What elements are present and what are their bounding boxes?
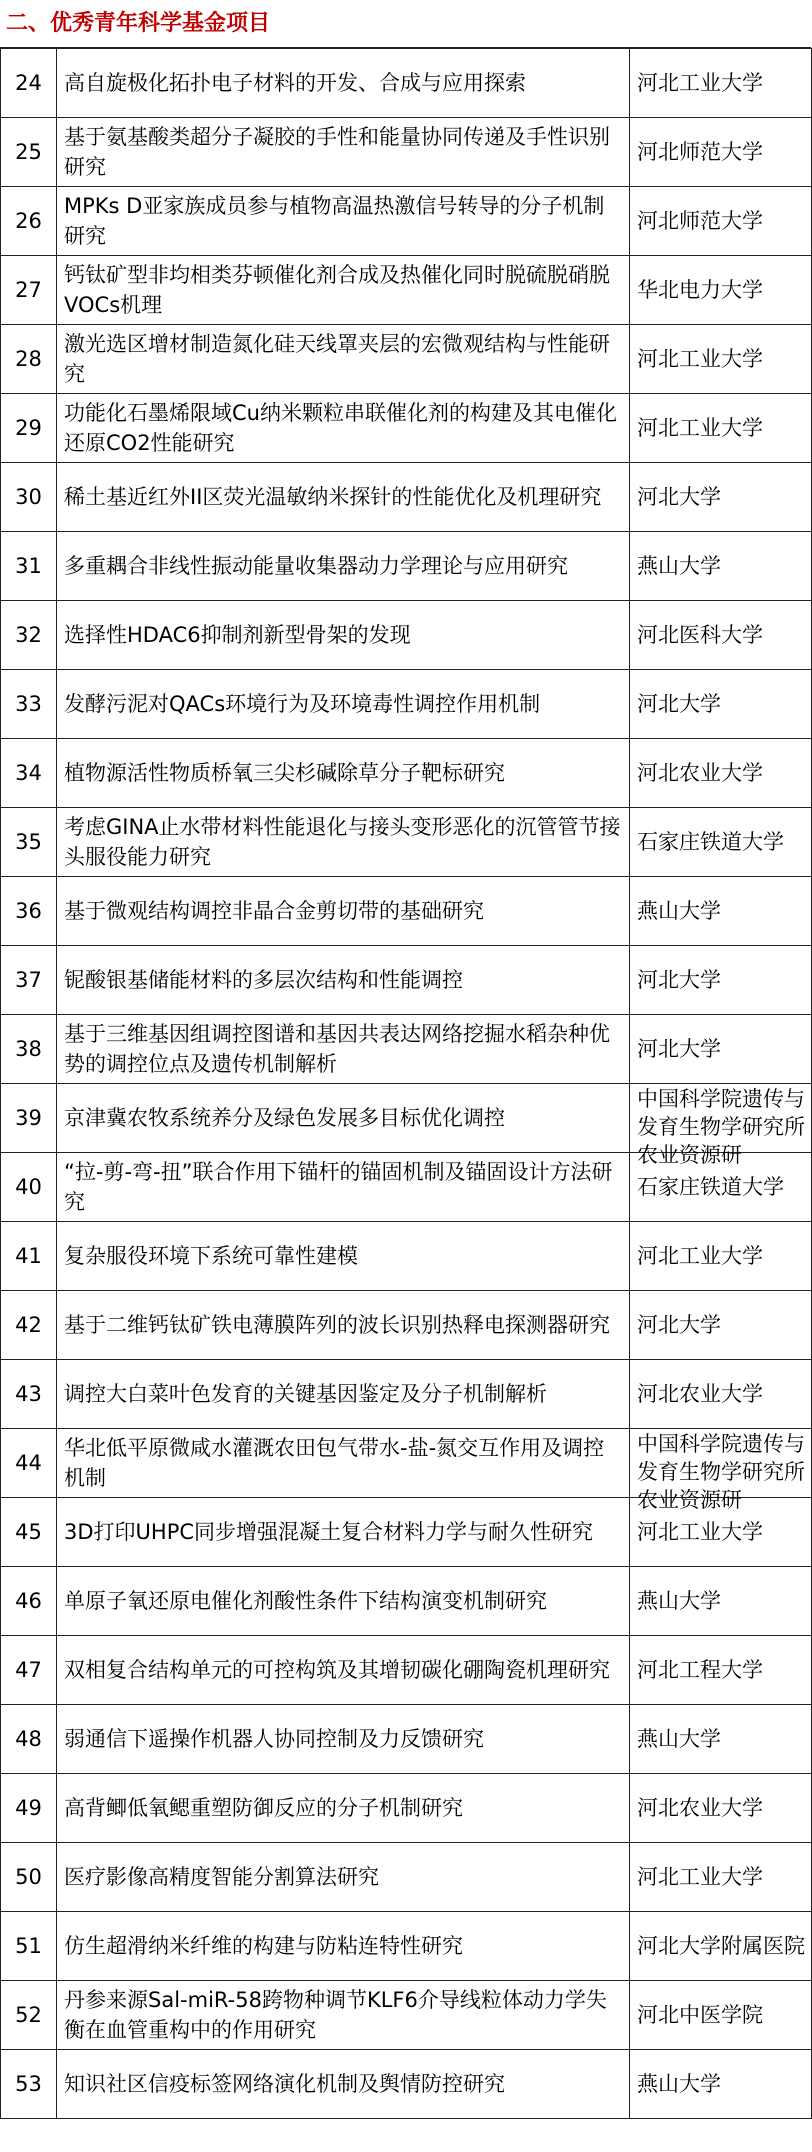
project-title-text: 考虑GINA止水带材料性能退化与接头变形恶化的沉管管节接头服役能力研究 [64,815,621,869]
institution-text: 河北农业大学 [637,761,763,785]
row-number-cell [1,1705,57,1774]
institution-text: 河北医科大学 [637,623,763,647]
table-row [1,1774,812,1843]
institution-cell [630,601,812,670]
institution-text: 河北工程大学 [637,1658,763,1682]
institution-text: 河北大学 [637,968,721,992]
project-title-cell [57,877,630,946]
row-number-text: 47 [15,1658,42,1682]
project-title-text: 钙钛矿型非均相类芬顿催化剂合成及热催化同时脱硫脱硝脱VOCs机理 [64,263,610,317]
institution-text: 中国科学院遗传与发育生物学研究所农业资源研 [637,1432,805,1512]
row-number-cell [1,325,57,394]
project-title-cell [57,1636,630,1705]
project-title-cell [57,394,630,463]
institution-cell [630,1291,812,1360]
project-title-cell [57,463,630,532]
row-number-text: 39 [15,1106,42,1130]
institution-cell [630,256,812,325]
project-title-text: 选择性HDAC6抑制剂新型骨架的发现 [64,623,411,647]
institution-text: 燕山大学 [637,899,721,923]
project-title-cell [57,1567,630,1636]
row-number-cell [1,1567,57,1636]
institution-text: 河北工业大学 [637,71,763,95]
table-row [1,1843,812,1912]
row-number-cell [1,49,57,118]
institution-text: 河北大学附属医院 [637,1934,805,1958]
row-number-cell [1,670,57,739]
project-title-cell [57,1705,630,1774]
project-title-cell [57,1498,630,1567]
project-title-cell [57,256,630,325]
table-row [1,532,812,601]
project-title-cell [57,1015,630,1084]
project-title-cell [57,118,630,187]
row-number-text: 43 [15,1382,42,1406]
row-number-text: 38 [15,1037,42,1061]
institution-text: 河北农业大学 [637,1382,763,1406]
table-row [1,325,812,394]
institution-cell [630,1222,812,1291]
project-title-text: 高背鲫低氧鳃重塑防御反应的分子机制研究 [64,1796,463,1820]
institution-cell [630,1774,812,1843]
project-title-cell [57,1291,630,1360]
institution-text: 河北大学 [637,1313,721,1337]
project-title-text: 植物源活性物质桥氧三尖杉碱除草分子靶标研究 [64,761,505,785]
row-number-text: 26 [15,209,42,233]
row-number-cell [1,877,57,946]
table-row [1,463,812,532]
project-title-cell [57,1222,630,1291]
row-number-cell [1,1981,57,2050]
row-number-text: 35 [15,830,42,854]
row-number-text: 40 [15,1175,42,1199]
project-title-cell [57,532,630,601]
project-title-text: 知识社区信疫标签网络演化机制及舆情防控研究 [64,2072,505,2096]
row-number-cell [1,1912,57,1981]
row-number-text: 29 [15,416,42,440]
row-number-text: 31 [15,554,42,578]
row-number-text: 44 [15,1451,42,1475]
institution-text: 河北工业大学 [637,347,763,371]
project-title-text: MPKs D亚家族成员参与植物高温热激信号转导的分子机制研究 [64,194,605,248]
institution-text: 燕山大学 [637,1589,721,1613]
row-number-cell [1,739,57,808]
row-number-text: 50 [15,1865,42,1889]
project-title-cell [57,601,630,670]
row-number-text: 25 [15,140,42,164]
row-number-cell [1,1360,57,1429]
row-number-text: 37 [15,968,42,992]
table-row [1,1291,812,1360]
institution-text: 石家庄铁道大学 [637,830,784,854]
row-number-cell [1,1429,57,1498]
institution-text: 河北大学 [637,1037,721,1061]
row-number-cell [1,1636,57,1705]
institution-text: 河北大学 [637,485,721,509]
institution-text: 燕山大学 [637,1727,721,1751]
institution-cell [630,670,812,739]
project-title-text: 医疗影像高精度智能分割算法研究 [64,1865,379,1889]
project-title-cell [57,670,630,739]
project-title-text: 基于二维钙钛矿铁电薄膜阵列的波长识别热释电探测器研究 [64,1313,610,1337]
row-number-text: 41 [15,1244,42,1268]
institution-cell [630,739,812,808]
institution-cell [630,1429,812,1512]
row-number-cell [1,118,57,187]
project-table [0,48,812,2119]
project-title-cell [57,2050,630,2119]
institution-cell [630,1981,812,2050]
institution-cell [630,118,812,187]
project-title-text: 铌酸银基储能材料的多层次结构和性能调控 [64,968,463,992]
institution-cell [630,1084,812,1167]
row-number-cell [1,1291,57,1360]
section-title: 二、优秀青年科学基金项目 [0,0,811,48]
table-row [1,118,812,187]
project-title-text: 单原子氧还原电催化剂酸性条件下结构演变机制研究 [64,1589,547,1613]
institution-text: 河北工业大学 [637,1865,763,1889]
institution-cell [630,877,812,946]
project-title-text: 3D打印UHPC同步增强混凝土复合材料力学与耐久性研究 [64,1520,594,1544]
table-row [1,1912,812,1981]
institution-cell [630,946,812,1015]
institution-text: 燕山大学 [637,2072,721,2096]
row-number-cell [1,256,57,325]
project-table-body [1,49,812,2119]
row-number-cell [1,2050,57,2119]
row-number-text: 53 [15,2072,42,2096]
row-number-cell [1,1843,57,1912]
table-row [1,1429,812,1498]
row-number-text: 32 [15,623,42,647]
project-title-text: 京津冀农牧系统养分及绿色发展多目标优化调控 [64,1106,505,1130]
row-number-text: 52 [15,2003,42,2027]
row-number-cell [1,1015,57,1084]
institution-cell [630,2050,812,2119]
project-title-text: 高自旋极化拓扑电子材料的开发、合成与应用探索 [64,71,526,95]
table-row [1,49,812,118]
table-row [1,2050,812,2119]
table-row [1,1705,812,1774]
project-title-cell [57,1360,630,1429]
row-number-cell [1,1774,57,1843]
project-title-text: 基于氨基酸类超分子凝胶的手性和能量协同传递及手性识别研究 [64,125,610,179]
table-row [1,256,812,325]
row-number-text: 34 [15,761,42,785]
row-number-cell [1,463,57,532]
table-row [1,187,812,256]
row-number-cell [1,394,57,463]
table-row [1,739,812,808]
table-row [1,1360,812,1429]
project-title-cell [57,1084,630,1153]
table-row [1,1015,812,1084]
institution-text: 河北师范大学 [637,209,763,233]
project-title-text: 丹参来源Sal-miR-58跨物种调节KLF6介导线粒体动力学失衡在血管重构中的作用研究 [64,1988,607,2042]
row-number-cell [1,1084,57,1153]
project-title-text: 复杂服役环境下系统可靠性建模 [64,1244,358,1268]
institution-text: 河北工业大学 [637,1520,763,1544]
institution-cell [630,325,812,394]
table-row [1,877,812,946]
institution-cell [630,1843,812,1912]
project-title-text: 双相复合结构单元的可控构筑及其增韧碳化硼陶瓷机理研究 [64,1658,610,1682]
row-number-cell [1,1498,57,1567]
table-row [1,601,812,670]
project-title-text: “拉-剪-弯-扭”联合作用下锚杆的锚固机制及锚固设计方法研究 [64,1160,613,1214]
project-title-cell [57,1912,630,1981]
institution-text: 河北中医学院 [637,2003,763,2027]
institution-cell [630,1360,812,1429]
row-number-cell [1,946,57,1015]
row-number-text: 45 [15,1520,42,1544]
table-row [1,808,812,877]
institution-text: 河北农业大学 [637,1796,763,1820]
row-number-text: 24 [15,71,42,95]
institution-text: 河北工业大学 [637,416,763,440]
table-row [1,1222,812,1291]
project-title-text: 功能化石墨烯限域Cu纳米颗粒串联催化剂的构建及其电催化还原CO2性能研究 [64,401,617,455]
institution-cell [630,187,812,256]
project-title-cell [57,739,630,808]
row-number-text: 33 [15,692,42,716]
project-title-text: 稀土基近红外II区荧光温敏纳米探针的性能优化及机理研究 [64,485,602,509]
project-title-text: 华北低平原微咸水灌溉农田包气带水-盐-氮交互作用及调控机制 [64,1436,605,1490]
project-title-text: 基于微观结构调控非晶合金剪切带的基础研究 [64,899,484,923]
institution-text: 河北师范大学 [637,140,763,164]
project-title-cell [57,325,630,394]
institution-text: 河北工业大学 [637,1244,763,1268]
institution-cell [630,463,812,532]
row-number-cell [1,808,57,877]
project-title-text: 发酵污泥对QACs环境行为及环境毒性调控作用机制 [64,692,541,716]
row-number-cell [1,1222,57,1291]
project-title-cell [57,808,630,877]
table-row [1,670,812,739]
row-number-text: 30 [15,485,42,509]
institution-text: 燕山大学 [637,554,721,578]
row-number-text: 42 [15,1313,42,1337]
table-row [1,1084,812,1153]
project-title-cell [57,1843,630,1912]
project-title-cell [57,1429,630,1498]
row-number-cell [1,1153,57,1222]
institution-cell [630,1015,812,1084]
table-row [1,394,812,463]
project-title-cell [57,187,630,256]
table-row [1,946,812,1015]
table-row [1,1567,812,1636]
institution-cell [630,1705,812,1774]
row-number-text: 51 [15,1934,42,1958]
institution-text: 河北大学 [637,692,721,716]
project-title-cell [57,49,630,118]
row-number-text: 49 [15,1796,42,1820]
project-title-text: 激光选区增材制造氮化硅天线罩夹层的宏微观结构与性能研究 [64,332,610,386]
institution-cell [630,1567,812,1636]
row-number-text: 28 [15,347,42,371]
institution-cell [630,532,812,601]
institution-cell [630,808,812,877]
project-title-text: 仿生超滑纳米纤维的构建与防粘连特性研究 [64,1934,463,1958]
institution-cell [630,1912,812,1981]
project-title-cell [57,1981,630,2050]
institution-text: 华北电力大学 [637,278,763,302]
project-title-text: 调控大白菜叶色发育的关键基因鉴定及分子机制解析 [64,1382,547,1406]
row-number-cell [1,532,57,601]
row-number-text: 27 [15,278,42,302]
project-title-text: 多重耦合非线性振动能量收集器动力学理论与应用研究 [64,554,568,578]
institution-cell [630,1636,812,1705]
row-number-text: 48 [15,1727,42,1751]
row-number-text: 46 [15,1589,42,1613]
project-title-cell [57,946,630,1015]
project-title-cell [57,1774,630,1843]
table-row [1,1636,812,1705]
row-number-cell [1,601,57,670]
project-title-text: 弱通信下遥操作机器人协同控制及力反馈研究 [64,1727,484,1751]
institution-cell [630,394,812,463]
row-number-text: 36 [15,899,42,923]
row-number-cell [1,187,57,256]
project-title-text: 基于三维基因组调控图谱和基因共表达网络挖掘水稻杂种优势的调控位点及遗传机制解析 [64,1022,610,1076]
table-row [1,1981,812,2050]
institution-text: 石家庄铁道大学 [637,1175,784,1199]
institution-text: 中国科学院遗传与发育生物学研究所农业资源研 [637,1087,805,1167]
institution-cell [630,49,812,118]
project-title-cell [57,1153,630,1222]
